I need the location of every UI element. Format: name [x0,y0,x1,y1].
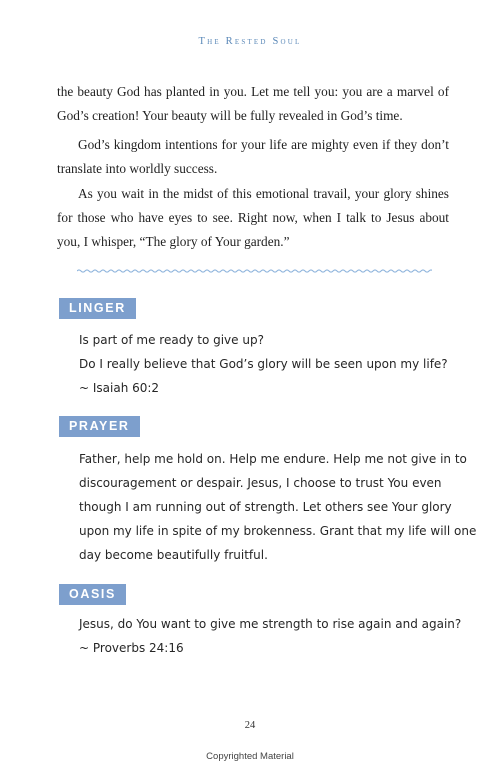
linger-text [79,330,459,399]
oasis-text [79,614,462,662]
page-number: 24 [244,720,256,731]
wavy-divider [77,267,432,275]
oasis-line: Jesus, do You want to give me strength to rise again and again? [79,617,462,631]
prayer-line: day become beautifully fruitful. [79,548,268,562]
prayer-line: upon my life in spite of my brokenness. Grant that my life will one [79,524,477,538]
linger-label: LINGER [59,298,136,319]
oasis-label: OASIS [59,584,126,605]
running-head: The Rested Soul [198,36,302,47]
body-paragraph: God’s kingdom intentions for your life are mighty even if they don’t translate into worldly success. [57,137,449,176]
linger-line: Do I really believe that God’s glory will be seen upon my life? [79,357,448,371]
prayer-line: discouragement or despair. Jesus, I choose to trust You even [79,476,442,490]
body-paragraph: As you wait in the midst of this emotional travail, your glory shines for those who have eyes to see. Right now, when I talk to Jesus about you, I whisper, “The glory of Your garden.” [57,186,449,249]
prayer-label: PRAYER [59,416,140,437]
oasis-line: ~ Proverbs 24:16 [79,641,184,655]
linger-line: Is part of me ready to give up? [79,333,264,347]
copyright-notice: Copyrighted Material [206,751,294,762]
body-paragraph: the beauty God has planted in you. Let me tell you: you are a marvel of God’s creation! Your beauty will be fully revealed in God’s time. [57,84,449,123]
prayer-line: though I am running out of strength. Let others see Your glory [79,500,452,514]
body-text [57,80,449,254]
prayer-text [79,449,477,569]
prayer-line: Father, help me hold on. Help me endure. Help me not give in to [79,452,467,466]
linger-line: ~ Isaiah 60:2 [79,381,160,395]
